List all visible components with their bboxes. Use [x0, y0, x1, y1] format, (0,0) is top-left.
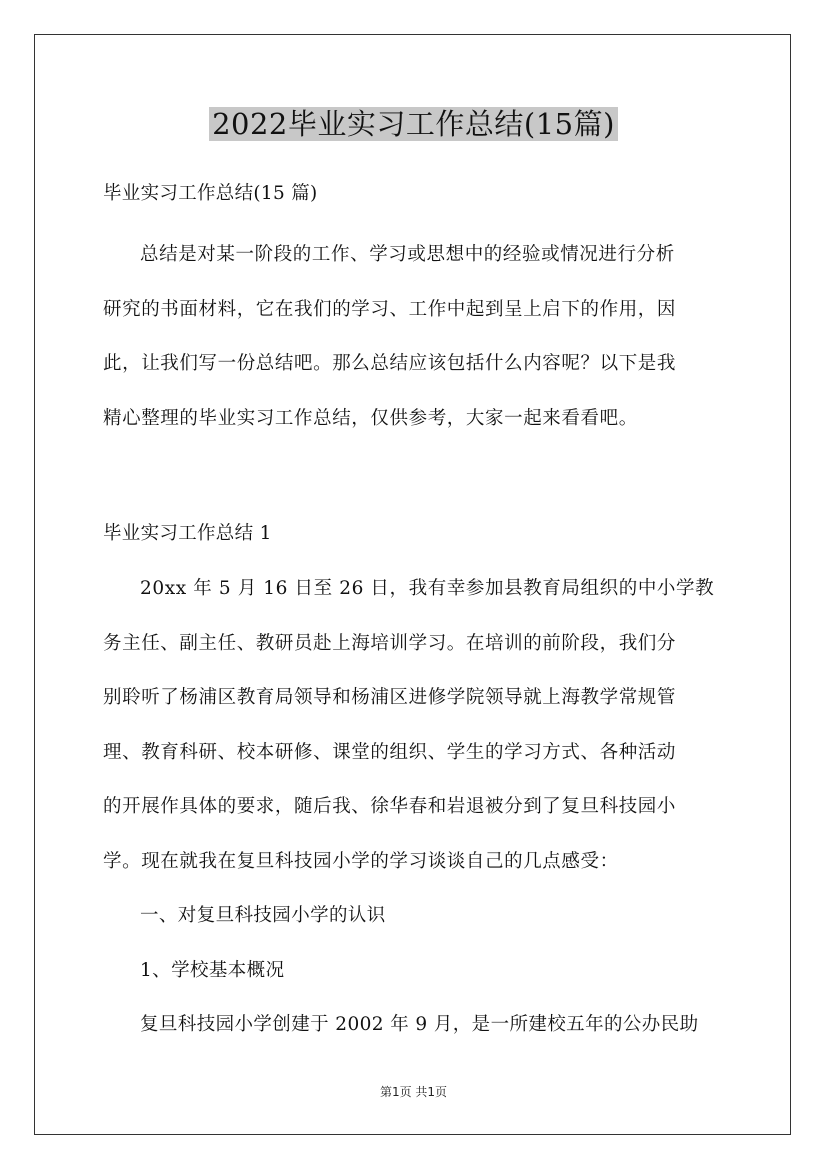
body-last-line: 复旦科技园小学创建于 2002 年 9 月，是一所建校五年的公办民助 — [140, 1014, 699, 1035]
section1-line-5: 的开展作具体的要求，随后我、徐华春和岩退被分到了复旦科技园小 — [103, 796, 677, 817]
page-footer: 第1页 共1页 — [379, 1085, 448, 1099]
section1-line-2: 务主任、副主任、教研员赴上海培训学习。在培训的前阶段，我们分 — [103, 632, 677, 654]
intro-line-4: 精心整理的毕业实习工作总结，仅供参考，大家一起来看看吧。 — [103, 407, 638, 429]
section1-line-1: 20xx 年 5 月 16 日至 26 日，我有幸参加县教育局组织的中小学教 — [140, 578, 715, 599]
section1-line-3: 别聆听了杨浦区教育局领导和杨浦区进修学院领导就上海教学常规管 — [103, 687, 677, 708]
document-subtitle: 毕业实习工作总结(15 篇) — [103, 183, 318, 204]
document-title-text: 2022毕业实习工作总结(15篇) — [209, 107, 618, 141]
document-body — [103, 176, 727, 1053]
section-heading: 毕业实习工作总结 1 — [103, 523, 272, 544]
section1-line-6: 学。现在就我在复旦科技园小学的学习谈谈自己的几点感受： — [103, 850, 619, 872]
intro-line-2: 研究的书面材料，它在我们的学习、工作中起到呈上启下的作用，因 — [103, 298, 677, 320]
intro-line-1: 总结是对某一阶段的工作、学习或思想中的经验或情况进行分析 — [140, 244, 675, 265]
subheading-2: 1、学校基本概况 — [140, 959, 285, 981]
subheading-1: 一、对复旦科技园小学的认识 — [140, 905, 386, 926]
section1-line-4: 理、教育科研、校本研修、课堂的组织、学生的学习方式、各种活动 — [103, 741, 677, 763]
intro-paragraph — [103, 228, 727, 446]
section1-paragraph — [103, 562, 727, 889]
intro-line-3: 此，让我们写一份总结吧。那么总结应该包括什么内容呢？以下是我 — [103, 353, 677, 374]
document-title — [0, 101, 827, 147]
